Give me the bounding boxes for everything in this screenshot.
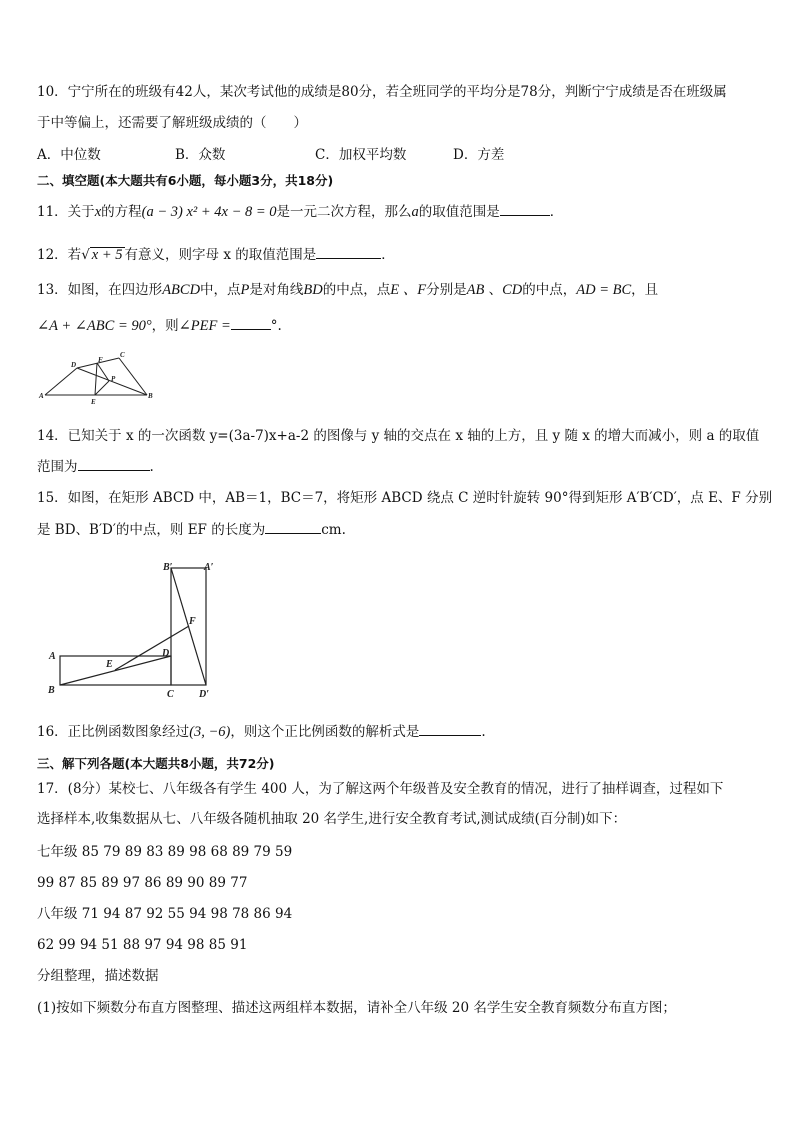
grade8-scores-row2: 62 99 94 51 88 97 94 98 85 91: [37, 937, 248, 953]
q11-equation: (a − 3) x² + 4x − 8 = 0: [141, 204, 277, 220]
q17-group-heading: 分组整理，描述数据: [37, 968, 159, 984]
answer-blank[interactable]: [316, 245, 381, 259]
fig15-label-a-prime: A′: [204, 562, 214, 573]
grade8-scores-row1: 八年级 71 94 87 92 55 94 98 78 86 94: [37, 906, 293, 922]
fig15-label-c: C: [167, 689, 174, 700]
q10-option-c: C．加权平均数: [315, 147, 407, 163]
fig15-label-e: E: [106, 659, 113, 670]
q12-radicand: x + 5: [91, 247, 123, 263]
section2-heading: 二、填空题(本大题共有6小题，每小题3分，共18分): [37, 173, 334, 188]
q11: 11．关于x的方程(a − 3) x² + 4x − 8 = 0是一元二次方程，那么a的取值范围是 ．: [37, 204, 564, 220]
q17-line2: 选择样本,收集数据从七、八年级各随机抽取 20 名学生,进行安全教育考试,测试成绩(百分制)如下：: [37, 811, 627, 827]
sqrt-symbol: √: [81, 247, 90, 263]
q17-line1: 17．(8分）某校七、八年级各有学生 400 人，为了解这两个年级普及安全教育的情况，进行了抽样调查，过程如下: [37, 781, 724, 797]
q10-line1: 10．宁宁所在的班级有42人，某次考试他的成绩是80分，若全班同学的平均分是78分，判断宁宁成绩是否在班级属: [37, 84, 727, 100]
q10-option-a: A．中位数: [37, 147, 101, 163]
fig15-label-d: D: [162, 648, 170, 659]
grade7-scores-row2: 99 87 85 89 97 86 89 90 89 77: [37, 875, 248, 891]
section3-heading: 三、解下列各题(本大题共8小题，共72分): [37, 756, 275, 771]
grade7-scores-row1: 七年级 85 79 89 83 89 98 68 89 79 59: [37, 844, 293, 860]
answer-blank[interactable]: [500, 202, 550, 216]
fig15-label-b: B: [48, 685, 55, 696]
q16-point: (3, −6): [189, 724, 231, 740]
fig13-label-f: F: [98, 356, 103, 364]
q10-option-d: D．方差: [453, 147, 505, 163]
fig15-label-f: F: [189, 616, 196, 627]
fig15-label-b-prime: B′: [163, 562, 173, 573]
figure-q15: [44, 560, 224, 700]
q17-part1: (1)按如下频数分布直方图整理、描述这两组样本数据，请补全八年级 20 名学生安全教育频数分布直方图；: [37, 1000, 676, 1016]
answer-blank[interactable]: [78, 457, 150, 471]
fig13-label-a: A: [39, 392, 44, 400]
q12: 12．若√ x + 5 有意义，则字母 x 的取值范围是 ．: [37, 247, 395, 263]
q10-option-b: B．众数: [175, 147, 226, 163]
fig13-label-b: B: [148, 392, 153, 400]
figure-q13: [37, 348, 157, 406]
fig13-label-d: D: [71, 361, 77, 369]
fig13-label-c: C: [120, 351, 125, 359]
q10-line2: 于中等偏上，还需要了解班级成绩的（ ）: [37, 115, 307, 131]
q16: 16．正比例函数图象经过(3, −6)，则这个正比例函数的解析式是 .: [37, 724, 486, 740]
q14-line2: 范围为 .: [37, 459, 154, 475]
fig15-label-a: A: [49, 651, 56, 662]
answer-blank[interactable]: [231, 316, 271, 330]
q14-line1: 14．已知关于 x 的一次函数 y=(3a-7)x+a-2 的图像与 y 轴的交点在 x 轴的上方，且 y 随 x 的增大而减小，则 a 的取值: [37, 428, 760, 444]
answer-blank[interactable]: [265, 520, 321, 534]
fig13-label-e: E: [91, 398, 96, 406]
q13-line1: 13．如图，在四边形ABCD中，点P是对角线BD的中点，点E 、F分别是AB 、CD的中点，AD = BC，且: [37, 282, 659, 298]
q13-line2: ∠A + ∠ABC = 90°，则∠PEF = °.: [37, 318, 282, 334]
fig13-label-p: P: [111, 375, 116, 383]
fig15-label-d-prime: D′: [199, 689, 210, 700]
q15-line2: 是 BD、B′D′的中点，则 EF 的长度为 cm.: [37, 522, 346, 538]
answer-blank[interactable]: [419, 722, 481, 736]
q15-line1: 15．如图，在矩形 ABCD 中，AB＝1，BC＝7，将矩形 ABCD 绕点 C 逆时针旋转 90°得到矩形 A′B′CD′，点 E、F 分别: [37, 490, 773, 506]
